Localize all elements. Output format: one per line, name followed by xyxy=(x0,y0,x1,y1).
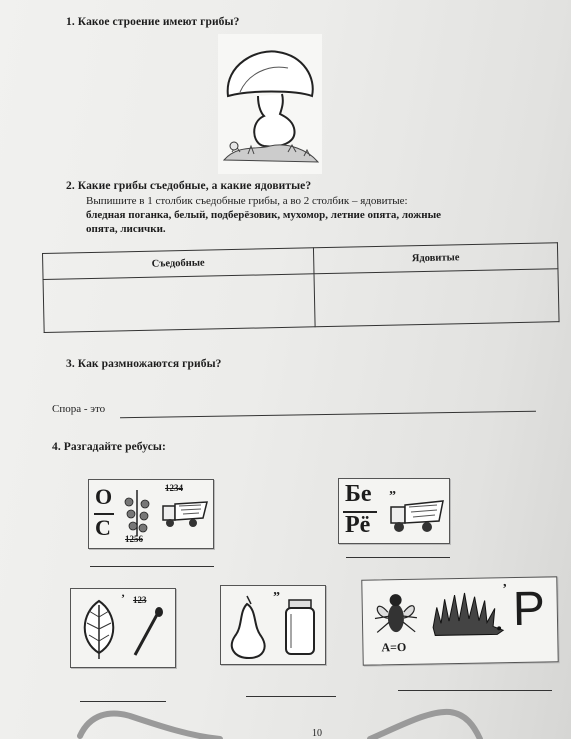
grape-branch-icon xyxy=(119,488,155,538)
rebus-1-bottom-letter: С xyxy=(95,515,111,540)
rebus-5-letter: Р xyxy=(512,582,546,637)
mushroom-classification-table xyxy=(42,242,560,333)
question-3-title: 3. Как размножаются грибы? xyxy=(66,358,222,370)
rebus-1-answer-line[interactable] xyxy=(90,566,214,567)
rebus-3 xyxy=(70,588,176,668)
binder-clip-icon xyxy=(70,706,490,739)
mushroom-illustration xyxy=(218,34,322,174)
rebus-2-answer-line[interactable] xyxy=(346,557,450,558)
fly-icon xyxy=(370,586,421,639)
leaf-icon xyxy=(77,597,121,661)
rebus-5-answer-line[interactable] xyxy=(398,690,552,691)
pear-icon xyxy=(227,592,269,660)
comma-mark-icon: ’ xyxy=(502,582,508,598)
comma-marks-icon: ” xyxy=(389,489,396,504)
rebus-5-equation: А=О xyxy=(381,639,407,655)
dump-truck-icon xyxy=(161,498,209,530)
comma-mark-icon: ’ xyxy=(121,591,125,605)
poisonous-answer-cell[interactable] xyxy=(314,269,559,327)
rebus-3-numbers: 123 xyxy=(133,595,147,605)
question-2-title: 2. Какие грибы съедобные, а какие ядовитые? xyxy=(66,180,312,192)
match-icon xyxy=(129,607,165,659)
rebus-1-bottom-numbers: 1256 xyxy=(125,534,143,544)
spores-label: Спора - это xyxy=(52,403,106,415)
edible-answer-cell[interactable] xyxy=(43,274,315,333)
rebus-4 xyxy=(220,585,326,665)
page-number: 10 xyxy=(312,728,322,739)
question-2-instruction-line1: Выпишите в 1 столбик съедобные грибы, а во 2 столбик – ядовитые: xyxy=(86,195,408,207)
table-header-poisonous: Ядовитые xyxy=(313,243,558,274)
rebus-2-bottom-syllable: Рё xyxy=(345,512,371,538)
rebus-2 xyxy=(338,478,450,544)
question-2-instruction-line2: бледная поганка, белый, подберёзовик, мухомор, летние опята, ложные xyxy=(86,209,442,221)
question-4-title: 4. Разгадайте ребусы: xyxy=(52,441,166,453)
rebus-1-top-letter: О xyxy=(95,484,113,509)
rebus-1-top-numbers: 1234 xyxy=(165,483,183,493)
table-header-edible: Съедобные xyxy=(43,248,314,280)
spores-answer-line[interactable] xyxy=(120,411,536,419)
dump-truck-icon xyxy=(389,495,445,535)
rebus-5 xyxy=(361,576,558,665)
rebus-1 xyxy=(88,479,214,549)
hedgehog-icon xyxy=(426,586,507,641)
jar-icon xyxy=(283,598,317,658)
question-2-instruction-line3: опята, лисички. xyxy=(86,223,166,235)
rebus-3-answer-line[interactable] xyxy=(80,701,166,702)
rebus-2-top-syllable: Бе xyxy=(345,481,372,507)
question-1-title: 1. Какое строение имеют грибы? xyxy=(66,16,240,28)
comma-marks-icon: ” xyxy=(273,590,280,605)
rebus-4-answer-line[interactable] xyxy=(246,696,336,697)
